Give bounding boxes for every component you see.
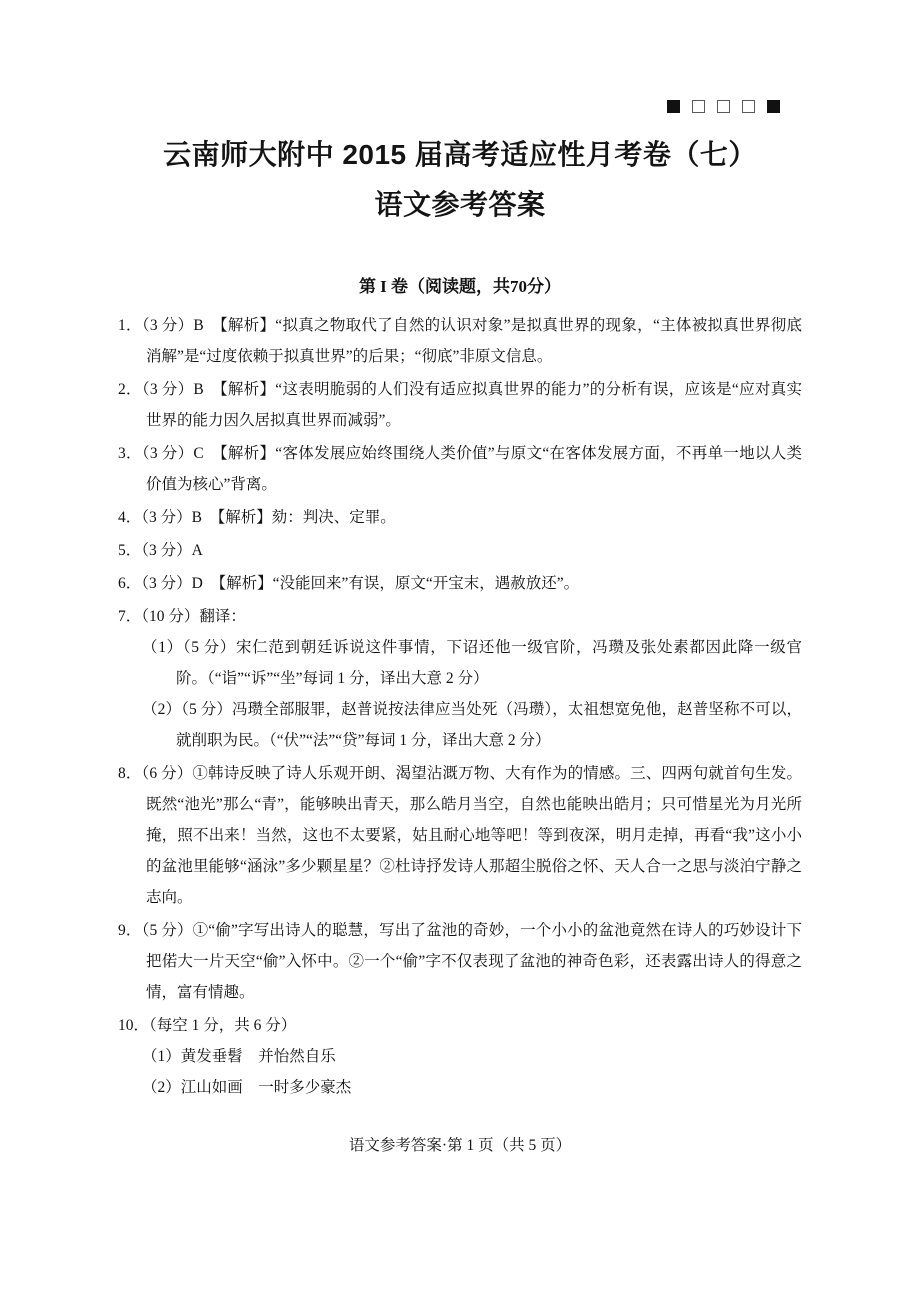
- registration-marks: [667, 100, 780, 113]
- answer-text: 4．（3 分）B 【解析】劾：判决、定罪。: [118, 509, 396, 526]
- answer-item-5: [118, 535, 802, 566]
- answer-item-7: [118, 601, 802, 756]
- answer-subitem: （2）（5 分）冯瓒全部服罪，赵普说按法律应当处死（冯瓒），太祖想宽免他，赵普坚称不可以，就削职为民。（“伏”“法”“贷”每词 1 分，译出大意 2 分）: [142, 701, 802, 749]
- answer-subitem: （1）黄发垂髫 并怡然自乐: [142, 1048, 336, 1065]
- registration-mark-filled-2: [767, 100, 780, 113]
- answer-text: 7．（10 分）翻译：: [118, 608, 246, 625]
- answer-item-1: [118, 310, 802, 372]
- registration-mark-hollow-2: [717, 100, 730, 113]
- answer-text: 1．（3 分）B 【解析】“拟真之物取代了自然的认识对象”是拟真世界的现象，“主体被拟真世界彻底消解”是“过度依赖于拟真世界”的后果；“彻底”非原文信息。: [118, 317, 802, 365]
- answer-text: 2．（3 分）B 【解析】“这表明脆弱的人们没有适应拟真世界的能力”的分析有误，应该是“应对真实世界的能力因久居拟真世界而减弱”。: [118, 381, 802, 429]
- page-title: 云南师大附中 2015 届高考适应性月考卷（七）: [163, 139, 757, 170]
- answer-item-10: [118, 1010, 802, 1103]
- answer-text: 10．（每空 1 分，共 6 分）: [118, 1017, 297, 1034]
- answers-body: [118, 272, 802, 1105]
- answer-text: 5．（3 分）A: [118, 542, 203, 559]
- answer-text: 3．（3 分）C 【解析】“客体发展应始终围绕人类价值”与原文“在客体发展方面，不再单一地以人类价值为核心”背离。: [118, 445, 802, 493]
- registration-mark-filled-1: [667, 100, 680, 113]
- answer-item-2: [118, 374, 802, 436]
- section-heading: 第 I 卷（阅读题，共70分）: [358, 277, 562, 296]
- page-footer: 语文参考答案·第 1 页（共 5 页）: [348, 1137, 572, 1154]
- answer-item-4: [118, 502, 802, 533]
- answer-item-8: [118, 758, 802, 913]
- answer-subitem: （2）江山如画 一时多少豪杰: [142, 1079, 352, 1096]
- answer-item-9: [118, 915, 802, 1008]
- registration-mark-hollow-3: [742, 100, 755, 113]
- answer-item-3: [118, 438, 802, 500]
- registration-mark-hollow-1: [692, 100, 705, 113]
- answer-text: 6．（3 分）D 【解析】“没能回来”有误，原文“开宝末，遇赦放还”。: [118, 575, 580, 592]
- answer-text: 8．（6 分）①韩诗反映了诗人乐观开朗、渴望沾溉万物、大有作为的情感。三、四两句就首句生发。既然“池光”那么“青”，能够映出青天，那么皓月当空，自然也能映出皓月；只可惜星光为月光所掩，照不出来！当然，这也不太要紧，姑且耐心地等吧！等到夜深，明月走掉，再看“我”这小小的盆池里能够“涵泳”多少颗星星？②杜诗抒发诗人那超尘脱俗之怀、天人合一之思与淡泊宁静之志向。: [118, 765, 802, 906]
- answer-text: 9．（5 分）①“偷”字写出诗人的聪慧，写出了盆池的奇妙，一个小小的盆池竟然在诗人的巧妙设计下把偌大一片天空“偷”入怀中。②一个“偷”字不仅表现了盆池的神奇色彩，还表露出诗人的得意之情，富有情趣。: [118, 922, 802, 1001]
- page-subtitle: 语文参考答案: [374, 189, 546, 220]
- answer-subitem: （1）（5 分）宋仁范到朝廷诉说这件事情，下诏还他一级官阶，冯瓒及张处素都因此降一级官阶。（“诣”“诉”“坐”每词 1 分，译出大意 2 分）: [142, 639, 802, 687]
- answer-item-6: [118, 568, 802, 599]
